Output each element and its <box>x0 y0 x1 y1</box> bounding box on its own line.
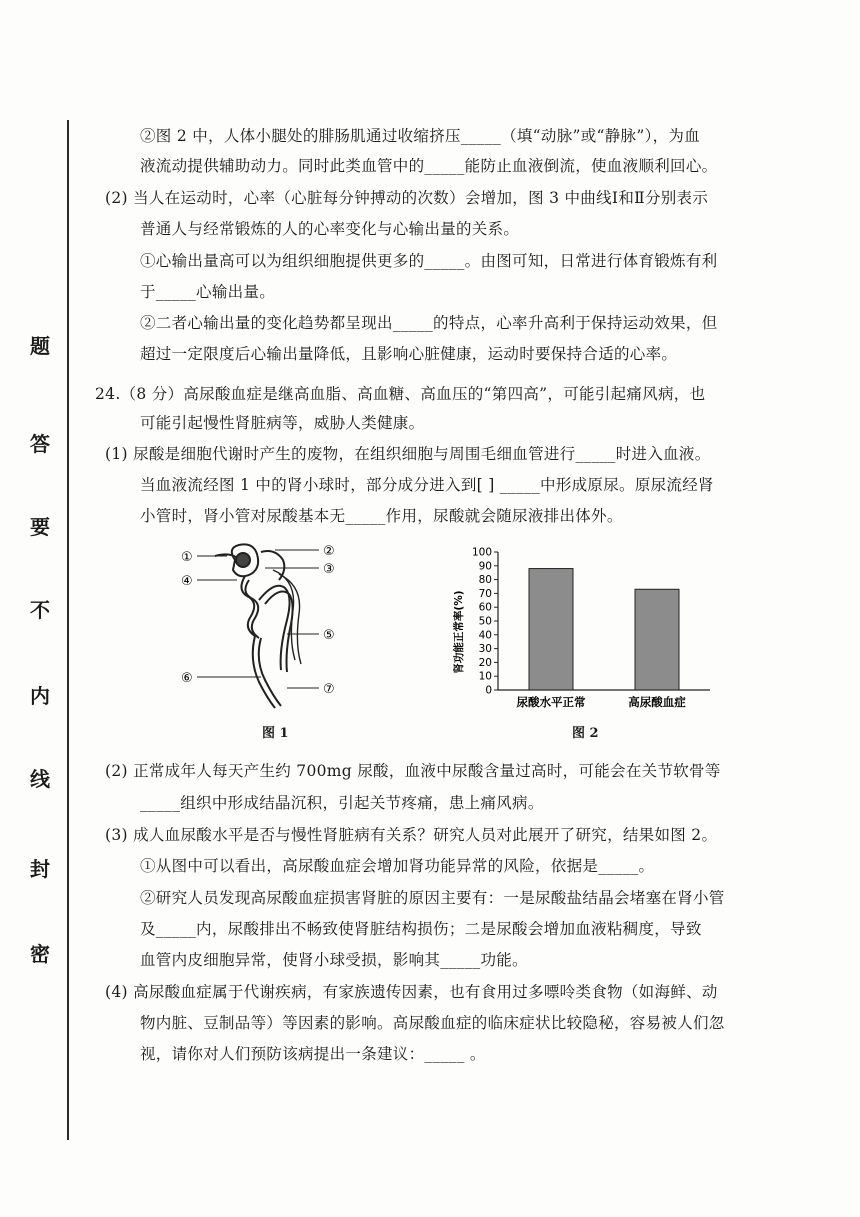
binding-margin-line <box>67 120 69 1140</box>
nephron-label-7: ⑦ <box>323 682 335 697</box>
y-tick-label: 30 <box>478 643 492 656</box>
question-text-line: 当血液流经图 1 中的肾小球时，部分成分进入到[ ] _____中形成原尿。原尿流经肾 <box>140 476 714 494</box>
question-text-line: 小管时，肾小管对尿酸基本无_____作用，尿酸就会随尿液排出体外。 <box>140 507 623 525</box>
x-category-label: 尿酸水平正常 <box>516 695 586 709</box>
y-tick-label: 40 <box>478 629 492 642</box>
seal-char: 封 <box>30 857 50 881</box>
seal-char: 内 <box>30 684 50 708</box>
question-text-line: (4) 高尿酸血症属于代谢疾病，有家族遗传因素，也有食用过多嘌呤类食物（如海鲜、动 <box>105 983 718 1001</box>
y-tick-label: 90 <box>478 560 492 573</box>
x-category-label: 高尿酸血症 <box>628 695 686 709</box>
question-text-line: 可能引起慢性肾脏病等，威胁人类健康。 <box>140 414 425 432</box>
question-text-line: 液流动提供辅助动力。同时此类血管中的_____能防止血液倒流，使血液顺利回心。 <box>140 157 718 175</box>
nephron-label-6: ⑥ <box>181 671 193 686</box>
y-tick-label: 60 <box>478 601 492 614</box>
seal-char: 要 <box>30 515 50 539</box>
y-tick-label: 0 <box>485 684 492 697</box>
question-text-line: 普通人与经常锻炼的人的心率变化与心输出量的关系。 <box>140 220 520 238</box>
figure-1-caption: 图 1 <box>262 726 289 741</box>
question-text-line: 及_____内，尿酸排出不畅致使肾脏结构损伤；二是尿酸会增加血液粘稠度，导致 <box>140 920 702 938</box>
nephron-label-3: ③ <box>323 562 335 577</box>
question-text-line: 血管内皮细胞异常，使肾小球受损，影响其_____功能。 <box>140 951 528 969</box>
seal-char: 答 <box>30 432 50 456</box>
figure-2-caption: 图 2 <box>572 726 599 741</box>
question-text-line: (2) 当人在运动时，心率（心脏每分钟搏动的次数）会增加，图 3 中曲线Ⅰ和Ⅱ分别表示 <box>105 189 709 207</box>
seal-char: 题 <box>30 334 50 358</box>
question-text-line: ①心输出量高可以为组织细胞提供更多的_____。由图可知，日常进行体育锻炼有利 <box>140 252 718 270</box>
y-tick-label: 80 <box>478 574 492 587</box>
question-24-title: 24.（8 分）高尿酸血症是继高血脂、高血糖、高血压的“第四高”，可能引起痛风病，也 <box>95 385 706 403</box>
nephron-diagram <box>175 540 365 710</box>
kidney-function-bar-chart <box>448 540 720 720</box>
seal-char: 不 <box>30 598 50 622</box>
seal-char: 线 <box>30 767 50 791</box>
nephron-label-2: ② <box>323 544 335 559</box>
bar-1 <box>529 569 573 690</box>
nephron-label-1: ① <box>181 550 193 565</box>
nephron-label-4: ④ <box>181 574 193 589</box>
y-tick-label: 50 <box>478 615 492 628</box>
question-text-line: _____组织中形成结晶沉积，引起关节疼痛，患上痛风病。 <box>140 794 544 812</box>
y-tick-label: 70 <box>478 587 492 600</box>
question-text-line: (1) 尿酸是细胞代谢时产生的废物，在组织细胞与周围毛细血管进行_____时进入血液。 <box>105 445 711 463</box>
seal-char: 密 <box>30 942 50 966</box>
nephron-label-5: ⑤ <box>323 628 335 643</box>
chart-y-axis-label: 肾功能正常率(%) <box>453 590 465 674</box>
question-text-line: ②研究人员发现高尿酸血症损害肾脏的原因主要有：一是尿酸盐结晶会堵塞在肾小管 <box>140 889 725 907</box>
question-text-line: (3) 成人血尿酸水平是否与慢性肾脏病有关系？研究人员对此展开了研究，结果如图 2。 <box>105 826 718 844</box>
y-tick-label: 100 <box>471 546 492 559</box>
question-text-line: (2) 正常成年人每天产生约 700mg 尿酸，血液中尿酸含量过高时，可能会在关节软骨等 <box>105 762 721 780</box>
question-text-line: ①从图中可以看出，高尿酸血症会增加肾功能异常的风险，依据是_____。 <box>140 857 655 875</box>
question-text-line: 物内脏、豆制品等）等因素的影响。高尿酸血症的临床症状比较隐秘，容易被人们忽 <box>140 1014 725 1032</box>
question-text-line: ②二者心输出量的变化趋势都呈现出_____的特点，心率升高利于保持运动效果，但 <box>140 314 718 332</box>
question-text-line: ②图 2 中，人体小腿处的腓肠肌通过收缩挤压_____（填“动脉”或“静脉”），为血 <box>140 127 701 145</box>
y-tick-label: 20 <box>478 656 492 669</box>
question-text-line: 于_____心输出量。 <box>140 283 276 301</box>
question-text-line: 超过一定限度后心输出量降低，且影响心脏健康，运动时要保持合适的心率。 <box>140 345 678 363</box>
y-tick-label: 10 <box>478 670 492 683</box>
question-text-line: 视，请你对人们预防该病提出一条建议：_____ 。 <box>140 1045 486 1063</box>
bar-2 <box>635 589 679 690</box>
